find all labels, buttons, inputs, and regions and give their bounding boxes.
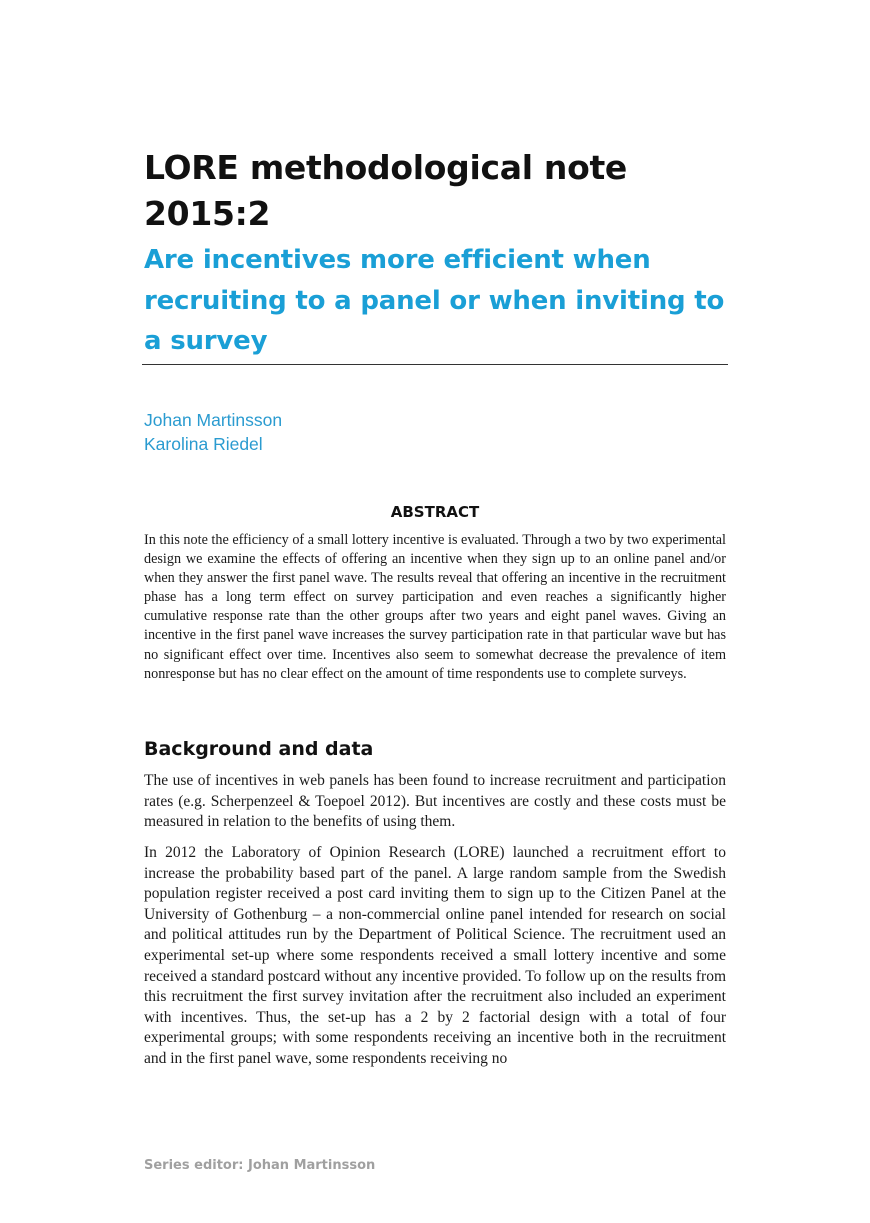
author-list — [144, 408, 282, 456]
body-paragraph: In 2012 the Laboratory of Opinion Research (LORE) launched a recruitment effort to increase the probability based part of the panel. A large random sample from the Swedish population register received a post card inviting them to sign up to the Citizen Panel at the University of Gothenburg – a non-commercial online panel intended for research on social and political attitudes run by the Department of Political Science. The recruitment used an experimental set-up where some respondents received a small lottery incentive and some received a standard postcard without any incentive provided. To follow up on the results from this recruitment the first survey invitation after the recruitment also included an experiment with incentives. Thus, the set-up has a 2 by 2 factorial design with a total of four experimental groups; with some respondents receiving an incentive both in the recruitment and in the first panel wave, some respondents receiving no — [144, 844, 726, 1067]
document-title: LORE methodological note 2015:2 — [144, 148, 628, 233]
author-name: Johan Martinsson — [144, 410, 283, 430]
section-heading: Background and data — [144, 738, 374, 760]
author-name: Karolina Riedel — [144, 434, 263, 454]
document-subtitle: Are incentives more efficient when recruiting to a panel or when inviting to a survey — [144, 245, 725, 356]
series-editor-footer: Series editor: Johan Martinsson — [144, 1158, 376, 1173]
abstract-text: In this note the efficiency of a small lottery incentive is evaluated. Through a two by two experimental design we examine the effects of offering an incentive when they sign up to an online panel and/or when they answer the first panel wave. The results reveal that offering an incentive in the recruitment phase has a long term effect on survey participation and even reaches a significantly higher cumulative response rate than the other groups after two years and eight panel waves. Giving an incentive in the first panel wave increases the survey participation rate in that particular wave but has no significant effect over time. Incentives also seem to somewhat decrease the prevalence of item nonresponse but has no clear effect on the amount of time respondents use to complete surveys. — [144, 532, 726, 682]
abstract-heading: ABSTRACT — [390, 503, 480, 521]
body-paragraph: The use of incentives in web panels has been found to increase recruitment and participation rates (e.g. Scherpenzeel & Toepoel 2012). But incentives are costly and these costs must be measured in relation to the benefits of using them. — [144, 772, 726, 831]
title-divider — [142, 364, 728, 365]
